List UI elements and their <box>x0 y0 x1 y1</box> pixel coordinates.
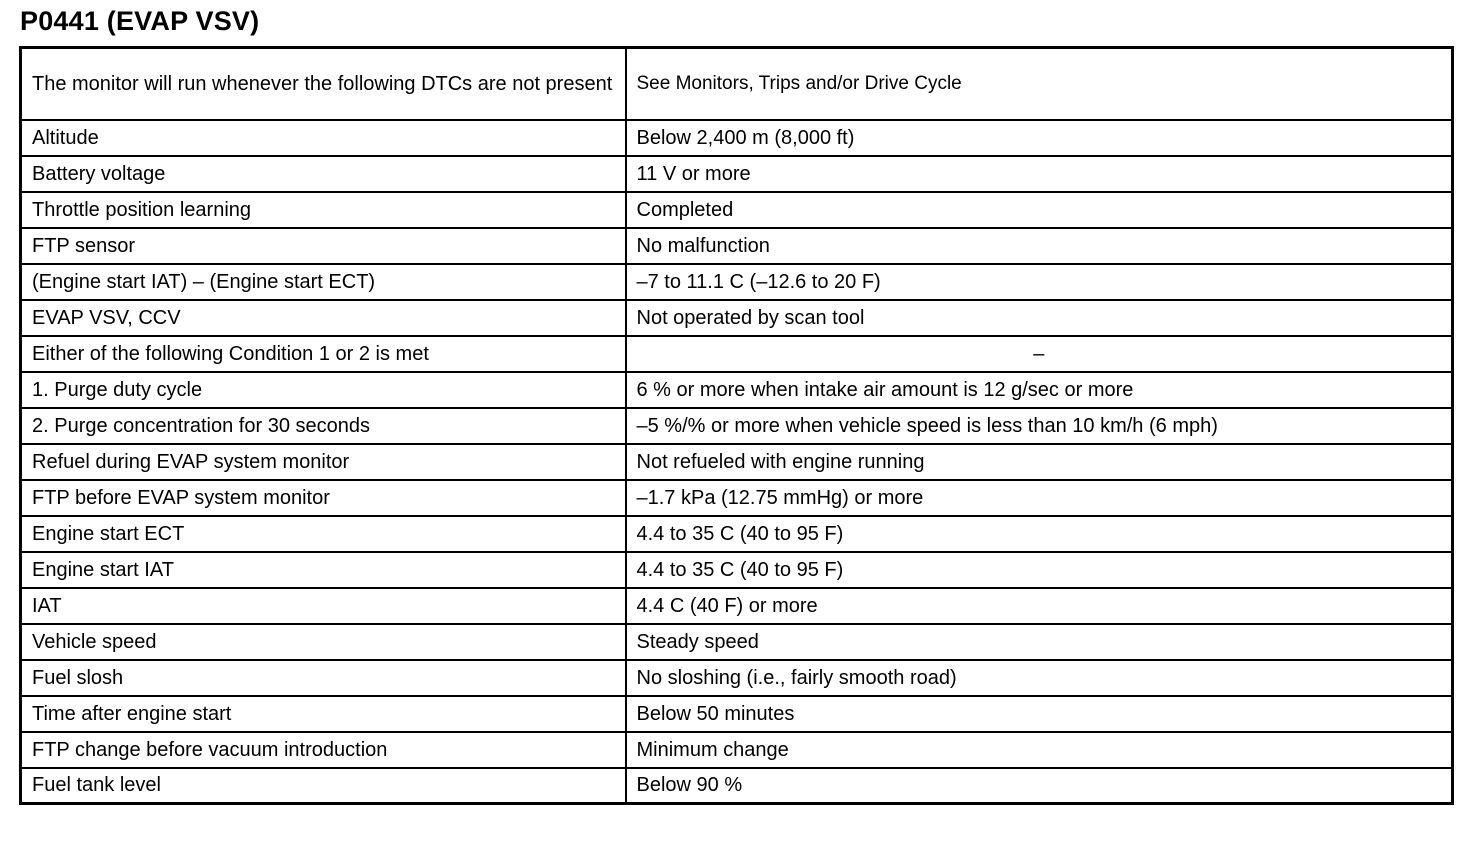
value-cell: Below 50 minutes <box>626 696 1453 732</box>
table-row <box>21 336 1453 372</box>
value-cell: –5 %/% or more when vehicle speed is less than 10 km/h (6 mph) <box>626 408 1453 444</box>
table-row <box>21 372 1453 408</box>
condition-cell: Fuel tank level <box>21 768 626 804</box>
condition-cell: The monitor will run whenever the following DTCs are not present <box>21 48 626 120</box>
value-cell: 4.4 to 35 C (40 to 95 F) <box>626 516 1453 552</box>
condition-cell: Altitude <box>21 120 626 156</box>
value-cell: 4.4 to 35 C (40 to 95 F) <box>626 552 1453 588</box>
value-cell: Below 2,400 m (8,000 ft) <box>626 120 1453 156</box>
condition-cell: FTP sensor <box>21 228 626 264</box>
table-row <box>21 552 1453 588</box>
value-cell: – <box>626 336 1453 372</box>
condition-cell: FTP change before vacuum introduction <box>21 732 626 768</box>
value-cell: –7 to 11.1 C (–12.6 to 20 F) <box>626 264 1453 300</box>
table-row <box>21 408 1453 444</box>
table-row <box>21 300 1453 336</box>
condition-cell: Engine start ECT <box>21 516 626 552</box>
table-row <box>21 732 1453 768</box>
value-cell: –1.7 kPa (12.75 mmHg) or more <box>626 480 1453 516</box>
condition-cell: 1. Purge duty cycle <box>21 372 626 408</box>
value-cell: No malfunction <box>626 228 1453 264</box>
monitor-conditions-table <box>19 46 1454 805</box>
value-cell: Not operated by scan tool <box>626 300 1453 336</box>
condition-cell: Time after engine start <box>21 696 626 732</box>
table-row <box>21 516 1453 552</box>
table-row <box>21 120 1453 156</box>
value-cell: See Monitors, Trips and/or Drive Cycle <box>626 48 1453 120</box>
value-cell: No sloshing (i.e., fairly smooth road) <box>626 660 1453 696</box>
table-row <box>21 624 1453 660</box>
value-cell: Steady speed <box>626 624 1453 660</box>
table-row <box>21 660 1453 696</box>
condition-cell: FTP before EVAP system monitor <box>21 480 626 516</box>
value-cell: Not refueled with engine running <box>626 444 1453 480</box>
value-cell: 4.4 C (40 F) or more <box>626 588 1453 624</box>
value-cell: Completed <box>626 192 1453 228</box>
table-row <box>21 156 1453 192</box>
condition-cell: Either of the following Condition 1 or 2 is met <box>21 336 626 372</box>
condition-cell: (Engine start IAT) – (Engine start ECT) <box>21 264 626 300</box>
document-title: P0441 (EVAP VSV) <box>20 6 260 36</box>
condition-cell: IAT <box>21 588 626 624</box>
table-row <box>21 480 1453 516</box>
table-row <box>21 444 1453 480</box>
value-cell: Below 90 % <box>626 768 1453 804</box>
table-row <box>21 264 1453 300</box>
condition-cell: Engine start IAT <box>21 552 626 588</box>
condition-cell: 2. Purge concentration for 30 seconds <box>21 408 626 444</box>
table-row <box>21 228 1453 264</box>
value-cell: 11 V or more <box>626 156 1453 192</box>
condition-cell: EVAP VSV, CCV <box>21 300 626 336</box>
condition-cell: Battery voltage <box>21 156 626 192</box>
table-row <box>21 48 1453 120</box>
condition-cell: Fuel slosh <box>21 660 626 696</box>
condition-cell: Throttle position learning <box>21 192 626 228</box>
condition-cell: Vehicle speed <box>21 624 626 660</box>
condition-cell: Refuel during EVAP system monitor <box>21 444 626 480</box>
table-row <box>21 768 1453 804</box>
table-row <box>21 696 1453 732</box>
table-row <box>21 192 1453 228</box>
value-cell: Minimum change <box>626 732 1453 768</box>
value-cell: 6 % or more when intake air amount is 12 g/sec or more <box>626 372 1453 408</box>
table-row <box>21 588 1453 624</box>
